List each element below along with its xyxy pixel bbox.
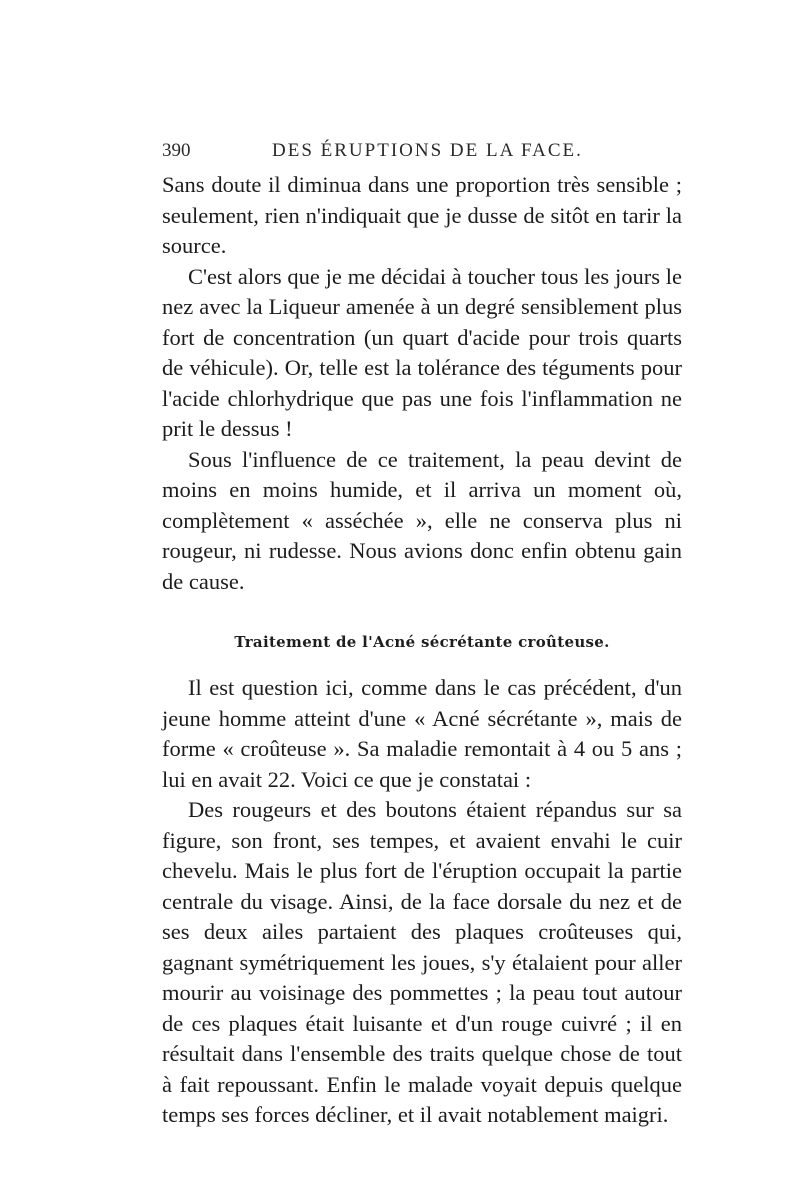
section-text [162,673,682,1131]
paragraph: Des rougeurs et des boutons étaient répandus sur sa figure, son front, ses tempes, et avaient envahi le cuir chevelu. Mais le plus fort de l'éruption occupait la partie centrale du visage. Ainsi, de la face dorsale du nez et de ses deux ailes partaient des plaques croûteuses qui, gagnant symétriquement les joues, s'y étalaient pour aller mourir au voisinage des pommettes ; la peau tout autour de ces plaques était luisante et d'un rouge cuivré ; il en résultait dans l'ensemble des traits quelque chose de tout à fait repoussant. Enfin le malade voyait depuis quelque temps ses forces décliner, et il avait notablement maigri. [162,797,682,1127]
page-number: 390 [162,140,191,161]
paragraph: Sous l'influence de ce traitement, la peau devint de moins en moins humide, et il arriva un moment où, complètement « asséchée », elle ne conserva plus ni rougeur, ni rudesse. Nous avions donc enfin obtenu gain de cause. [162,446,682,594]
running-head [162,140,682,170]
paragraph-continued: Sans doute il diminua dans une proportion très sensible ; seulement, rien n'indiquait que je dusse de sitôt en tarir la source. [162,172,682,258]
body-text [162,170,682,597]
running-title: DES ÉRUPTIONS DE LA FACE. [272,140,583,161]
paragraph: C'est alors que je me décidai à toucher tous les jours le nez avec la Liqueur amenée à un degré sensiblement plus fort de concentration (un quart d'acide pour trois quarts de véhicule). Or, telle est la tolérance des téguments pour l'acide chlorhydrique que pas une fois l'inflammation ne prit le dessus ! [162,263,682,441]
book-page [162,140,682,1131]
paragraph: Il est question ici, comme dans le cas précédent, d'un jeune homme atteint d'une « Acné sécrétante », mais de forme « croûteuse ». Sa maladie remontait à 4 ou 5 ans ; lui en avait 22. Voici ce que je constatai : [162,675,682,792]
section-heading: Traitement de l'Acné sécrétante croûteuse. [234,633,610,651]
